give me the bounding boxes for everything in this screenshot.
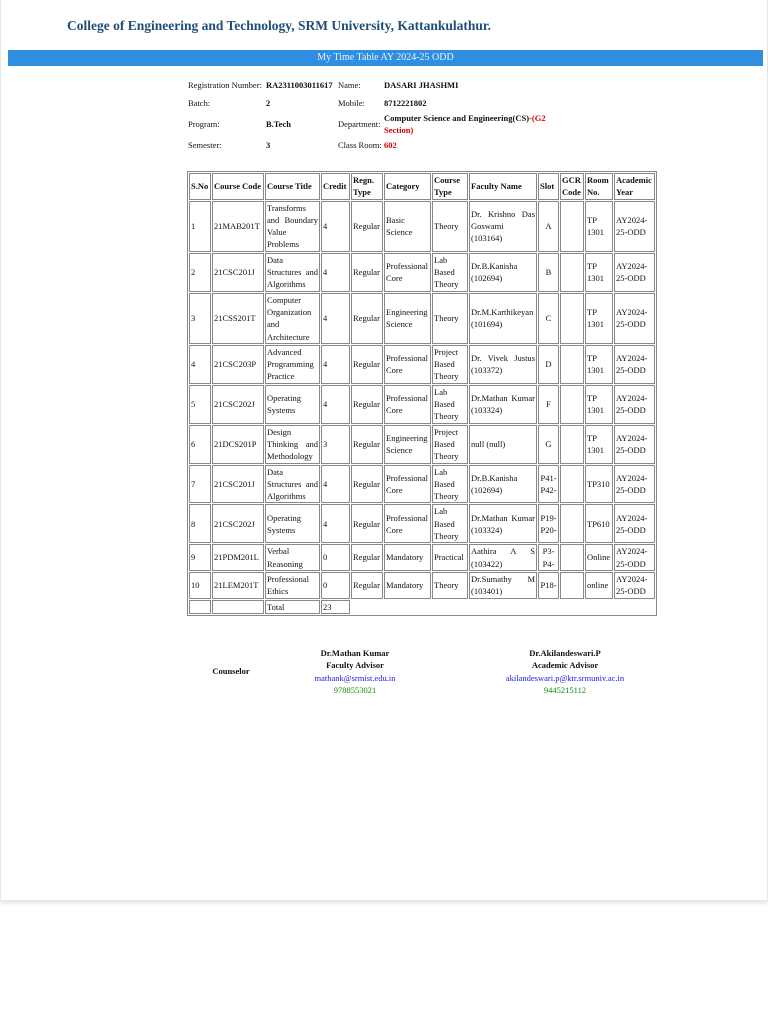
cell-regn-type: Regular bbox=[351, 345, 383, 384]
table-row bbox=[189, 572, 655, 599]
cell-room-no: TP 1301 bbox=[585, 385, 613, 424]
cell-room-no: TP 1301 bbox=[585, 201, 613, 252]
counselor-label: Counselor bbox=[212, 666, 250, 676]
col-category: Category bbox=[384, 173, 431, 200]
col-faculty-name: Faculty Name bbox=[469, 173, 537, 200]
cell-course-type: Lab Based Theory bbox=[432, 253, 468, 292]
cell-academic-year: AY2024-25-ODD bbox=[614, 253, 655, 292]
cell-academic-year: AY2024-25-ODD bbox=[614, 544, 655, 571]
cell-sno: 8 bbox=[189, 504, 211, 543]
table-row bbox=[189, 425, 655, 464]
cell-faculty-name: Aathira A S (103422) bbox=[469, 544, 537, 571]
academic-advisor-phone: 9445215112 bbox=[543, 685, 587, 696]
empty-cell bbox=[560, 600, 584, 614]
cell-credit: 4 bbox=[321, 385, 350, 424]
cell-course-title: Operating Systems bbox=[265, 504, 320, 543]
cell-room-no: Online bbox=[585, 544, 613, 571]
academic-advisor-name: Dr.Akilandeswari.P bbox=[529, 648, 601, 658]
cell-slot: A bbox=[538, 201, 559, 252]
cell-course-code: 21PDM201L bbox=[212, 544, 264, 571]
cell-course-type: Lab Based Theory bbox=[432, 504, 468, 543]
name-label: Name: bbox=[338, 80, 361, 90]
cell-regn-type: Regular bbox=[351, 465, 383, 504]
section-value: (G2 Section) bbox=[384, 113, 546, 135]
cell-category: Professional Core bbox=[384, 253, 431, 292]
faculty-advisor-block bbox=[291, 647, 419, 697]
cell-course-code: 21CSC202J bbox=[212, 504, 264, 543]
col-regn-type: Regn. Type bbox=[351, 173, 383, 200]
col-academic-year: Academic Year bbox=[614, 173, 655, 200]
cell-category: Engineering Science bbox=[384, 293, 431, 344]
faculty-advisor-phone: 9788553021 bbox=[333, 685, 377, 696]
counselor-block bbox=[187, 665, 275, 677]
cell-faculty-name: Dr. Krishno Das Goswami (103164) bbox=[469, 201, 537, 252]
cell-course-type: Lab Based Theory bbox=[432, 385, 468, 424]
cell-faculty-name: Dr.Mathan Kumar (103324) bbox=[469, 504, 537, 543]
course-table bbox=[187, 171, 657, 616]
semester-label: Semester: bbox=[188, 140, 222, 150]
cell-category: Professional Core bbox=[384, 385, 431, 424]
cell-course-code: 21MAB201T bbox=[212, 201, 264, 252]
batch-value: 2 bbox=[266, 98, 271, 108]
cell-faculty-name: Dr.M.Karthikeyan (101694) bbox=[469, 293, 537, 344]
academic-advisor-block bbox=[491, 647, 639, 697]
empty-cell bbox=[384, 600, 431, 614]
semester-value: 3 bbox=[266, 140, 271, 150]
cell-faculty-name: Dr.B.Kanisha (102694) bbox=[469, 465, 537, 504]
col-slot: Slot bbox=[538, 173, 559, 200]
cell-slot: C bbox=[538, 293, 559, 344]
table-row bbox=[189, 201, 655, 252]
empty-cell bbox=[469, 600, 537, 614]
cell-category: Professional Core bbox=[384, 465, 431, 504]
col-room-no: Room No. bbox=[585, 173, 613, 200]
timetable-banner: My Time Table AY 2024-25 ODD bbox=[8, 50, 763, 66]
table-row bbox=[189, 385, 655, 424]
cell-academic-year: AY2024-25-ODD bbox=[614, 572, 655, 599]
academic-advisor-email[interactable]: akilandeswari.p@ktr.srmuniv.ac.in bbox=[505, 672, 625, 683]
cell-faculty-name: Dr.B.Kanisha (102694) bbox=[469, 253, 537, 292]
cell-credit: 0 bbox=[321, 544, 350, 571]
cell-room-no: TP610 bbox=[585, 504, 613, 543]
batch-label: Batch: bbox=[188, 98, 211, 108]
cell-credit: 4 bbox=[321, 201, 350, 252]
faculty-advisor-role: Faculty Advisor bbox=[326, 660, 384, 671]
empty-cell bbox=[538, 600, 559, 614]
cell-course-title: Professional Ethics bbox=[265, 572, 320, 599]
cell-slot: G bbox=[538, 425, 559, 464]
cell-regn-type: Regular bbox=[351, 253, 383, 292]
class-room-label: Class Room: bbox=[338, 140, 382, 150]
cell-course-type: Lab Based Theory bbox=[432, 465, 468, 504]
col-course-title: Course Title bbox=[265, 173, 320, 200]
cell-credit: 4 bbox=[321, 253, 350, 292]
col-credit: Credit bbox=[321, 173, 350, 200]
cell-sno: 1 bbox=[189, 201, 211, 252]
cell-regn-type: Regular bbox=[351, 201, 383, 252]
cell-course-type: Project Based Theory bbox=[432, 345, 468, 384]
cell-gcr-code bbox=[560, 465, 584, 504]
cell-academic-year: AY2024-25-ODD bbox=[614, 201, 655, 252]
cell-course-title: Data Structures and Algorithms bbox=[265, 465, 320, 504]
cell-academic-year: AY2024-25-ODD bbox=[614, 425, 655, 464]
registration-label: Registration Number: bbox=[188, 80, 262, 90]
table-row bbox=[189, 253, 655, 292]
faculty-advisor-name: Dr.Mathan Kumar bbox=[320, 648, 390, 658]
cell-gcr-code bbox=[560, 504, 584, 543]
name-value: DASARI JHASHMI bbox=[384, 80, 459, 90]
cell-sno: 10 bbox=[189, 572, 211, 599]
cell-course-title: Operating Systems bbox=[265, 385, 320, 424]
cell-sno: 2 bbox=[189, 253, 211, 292]
cell-gcr-code bbox=[560, 345, 584, 384]
cell-credit: 4 bbox=[321, 345, 350, 384]
cell-gcr-code bbox=[560, 293, 584, 344]
cell-course-title: Data Structures and Algorithms bbox=[265, 253, 320, 292]
cell-category: Engineering Science bbox=[384, 425, 431, 464]
empty-cell bbox=[585, 600, 613, 614]
department-value: Computer Science and Engineering(CS)-(G2 Section) bbox=[384, 113, 546, 135]
cell-course-code: 21CSC201J bbox=[212, 253, 264, 292]
cell-sno: 9 bbox=[189, 544, 211, 571]
cell-course-code: 21CSC201J bbox=[212, 465, 264, 504]
academic-advisor-role: Academic Advisor bbox=[531, 660, 599, 671]
cell-room-no: TP310 bbox=[585, 465, 613, 504]
cell-room-no: online bbox=[585, 572, 613, 599]
cell-sno: 5 bbox=[189, 385, 211, 424]
cell-credit: 3 bbox=[321, 425, 350, 464]
cell-credit: 4 bbox=[321, 465, 350, 504]
cell-academic-year: AY2024-25-ODD bbox=[614, 465, 655, 504]
table-row bbox=[189, 465, 655, 504]
cell-gcr-code bbox=[560, 425, 584, 464]
total-credit: 23 bbox=[321, 600, 350, 614]
cell-regn-type: Regular bbox=[351, 572, 383, 599]
cell-category: Professional Core bbox=[384, 504, 431, 543]
table-row bbox=[189, 544, 655, 571]
cell-sno: 7 bbox=[189, 465, 211, 504]
cell-slot: P19-P20- bbox=[538, 504, 559, 543]
cell-course-type: Theory bbox=[432, 201, 468, 252]
total-label: Total bbox=[265, 600, 320, 614]
cell-gcr-code bbox=[560, 201, 584, 252]
cell-course-code: 21CSS201T bbox=[212, 293, 264, 344]
cell-course-type: Theory bbox=[432, 293, 468, 344]
cell-faculty-name: Dr.Sumathy M (103401) bbox=[469, 572, 537, 599]
cell-gcr-code bbox=[560, 544, 584, 571]
cell-course-title: Advanced Programming Practice bbox=[265, 345, 320, 384]
cell-category: Basic Science bbox=[384, 201, 431, 252]
cell-faculty-name: Dr. Vivek Justus (103372) bbox=[469, 345, 537, 384]
cell-course-code: 21DCS201P bbox=[212, 425, 264, 464]
cell-gcr-code bbox=[560, 572, 584, 599]
cell-course-title: Verbal Reasoning bbox=[265, 544, 320, 571]
cell-sno: 6 bbox=[189, 425, 211, 464]
cell-gcr-code bbox=[560, 253, 584, 292]
cell-room-no: TP 1301 bbox=[585, 345, 613, 384]
mobile-value: 8712221802 bbox=[384, 98, 427, 108]
cell-regn-type: Regular bbox=[351, 425, 383, 464]
student-info-table bbox=[187, 76, 565, 154]
total-row bbox=[189, 600, 655, 614]
cell-course-type: Project Based Theory bbox=[432, 425, 468, 464]
cell-room-no: TP 1301 bbox=[585, 253, 613, 292]
col-sno: S.No bbox=[189, 173, 211, 200]
cell-academic-year: AY2024-25-ODD bbox=[614, 504, 655, 543]
empty-cell bbox=[189, 600, 211, 614]
cell-regn-type: Regular bbox=[351, 544, 383, 571]
cell-room-no: TP 1301 bbox=[585, 425, 613, 464]
table-row bbox=[189, 293, 655, 344]
cell-academic-year: AY2024-25-ODD bbox=[614, 293, 655, 344]
col-course-type: Course Type bbox=[432, 173, 468, 200]
col-gcr-code: GCR Code bbox=[560, 173, 584, 200]
class-room-value: 602 bbox=[384, 140, 397, 150]
cell-slot: F bbox=[538, 385, 559, 424]
cell-sno: 3 bbox=[189, 293, 211, 344]
cell-credit: 4 bbox=[321, 504, 350, 543]
empty-cell bbox=[212, 600, 264, 614]
cell-gcr-code bbox=[560, 385, 584, 424]
cell-slot: D bbox=[538, 345, 559, 384]
table-row bbox=[189, 345, 655, 384]
cell-academic-year: AY2024-25-ODD bbox=[614, 385, 655, 424]
cell-room-no: TP 1301 bbox=[585, 293, 613, 344]
empty-cell bbox=[614, 600, 655, 614]
cell-course-title: Design Thinking and Methodology bbox=[265, 425, 320, 464]
cell-slot: P41-P42- bbox=[538, 465, 559, 504]
cell-credit: 0 bbox=[321, 572, 350, 599]
cell-regn-type: Regular bbox=[351, 504, 383, 543]
cell-faculty-name: Dr.Mathan Kumar (103324) bbox=[469, 385, 537, 424]
cell-academic-year: AY2024-25-ODD bbox=[614, 345, 655, 384]
empty-cell bbox=[351, 600, 383, 614]
mobile-label: Mobile: bbox=[338, 98, 365, 108]
department-label: Department: bbox=[338, 119, 381, 129]
cell-course-type: Practical bbox=[432, 544, 468, 571]
cell-category: Professional Core bbox=[384, 345, 431, 384]
faculty-advisor-email[interactable]: mathank@srmist.edu.in bbox=[314, 672, 396, 683]
program-value: B.Tech bbox=[266, 119, 291, 129]
cell-slot: B bbox=[538, 253, 559, 292]
cell-category: Mandatory bbox=[384, 572, 431, 599]
program-label: Program: bbox=[188, 119, 220, 129]
cell-credit: 4 bbox=[321, 293, 350, 344]
cell-regn-type: Regular bbox=[351, 385, 383, 424]
college-title: College of Engineering and Technology, SRM University, Kattankulathur. bbox=[67, 18, 492, 33]
cell-slot: P18- bbox=[538, 572, 559, 599]
col-course-code: Course Code bbox=[212, 173, 264, 200]
cell-course-type: Theory bbox=[432, 572, 468, 599]
cell-course-title: Transforms and Boundary Value Problems bbox=[265, 201, 320, 252]
cell-course-code: 21LEM201T bbox=[212, 572, 264, 599]
cell-course-title: Computer Organization and Architecture bbox=[265, 293, 320, 344]
table-row bbox=[189, 504, 655, 543]
cell-slot: P3-P4- bbox=[538, 544, 559, 571]
cell-course-code: 21CSC202J bbox=[212, 385, 264, 424]
cell-category: Mandatory bbox=[384, 544, 431, 571]
registration-value: RA2311003011617 bbox=[266, 80, 333, 90]
cell-regn-type: Regular bbox=[351, 293, 383, 344]
cell-faculty-name: null (null) bbox=[469, 425, 537, 464]
cell-sno: 4 bbox=[189, 345, 211, 384]
cell-course-code: 21CSC203P bbox=[212, 345, 264, 384]
empty-cell bbox=[432, 600, 468, 614]
